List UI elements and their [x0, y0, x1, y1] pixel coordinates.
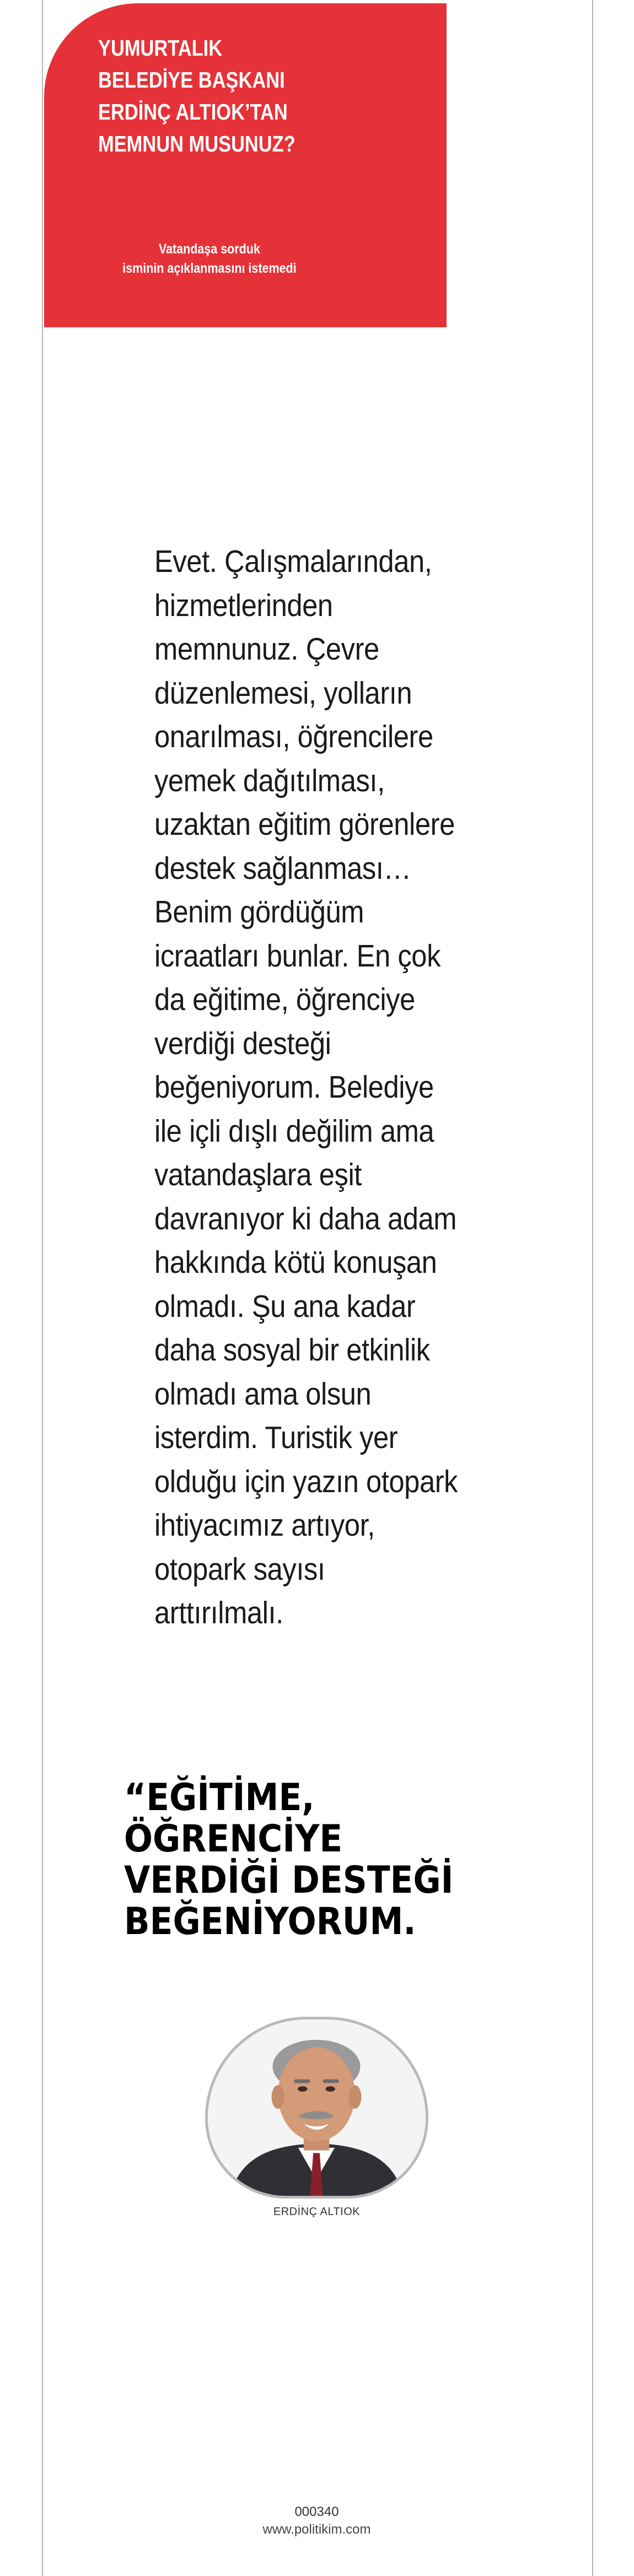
pull-quote: “EĞİTİME, ÖĞRENCİYE VERDİĞİ DESTEĞİ BEĞENİYORUM.	[124, 1776, 454, 1943]
header-title: YUMURTALIK BELEDİYE BAŞKANI ERDİNÇ ALTIOK’TAN MEMNUN MUSUNUZ?	[98, 35, 295, 156]
portrait-photo	[205, 2017, 428, 2199]
site-url[interactable]: www.politikim.com	[262, 2522, 371, 2537]
portrait-caption: ERDİNÇ ALTIOK	[273, 2206, 361, 2218]
page-number: 000340	[294, 2504, 339, 2519]
header-subtitle: Vatandaşa sorduk isminin açıklanmasını istemedi	[122, 241, 297, 276]
portrait-illustration	[208, 2019, 426, 2196]
article-body: Evet. Çalışmalarından, hizmetlerinden memnunuz. Çevre düzenlemesi, yolların onarılması, öğrencilere yemek dağıtılması, uzaktan eğitim görenlere destek sağlanması… Benim gördüğüm icraatları bunlar. En çok da eğitime, öğrenciye verdiği desteği beğeniyorum. Belediye ile içli dışlı değilim ama vatandaşlara eşit davranıyor ki daha adam hakkında kötü konuşan olmadı. Şu ana kadar daha sosyal bir etkinlik olmadı ama olsun isterdim. Turistik yer olduğu için yazın otopark ihtiyacımız artıyor, otopark sayısı arttırılmalı.	[154, 544, 458, 1630]
